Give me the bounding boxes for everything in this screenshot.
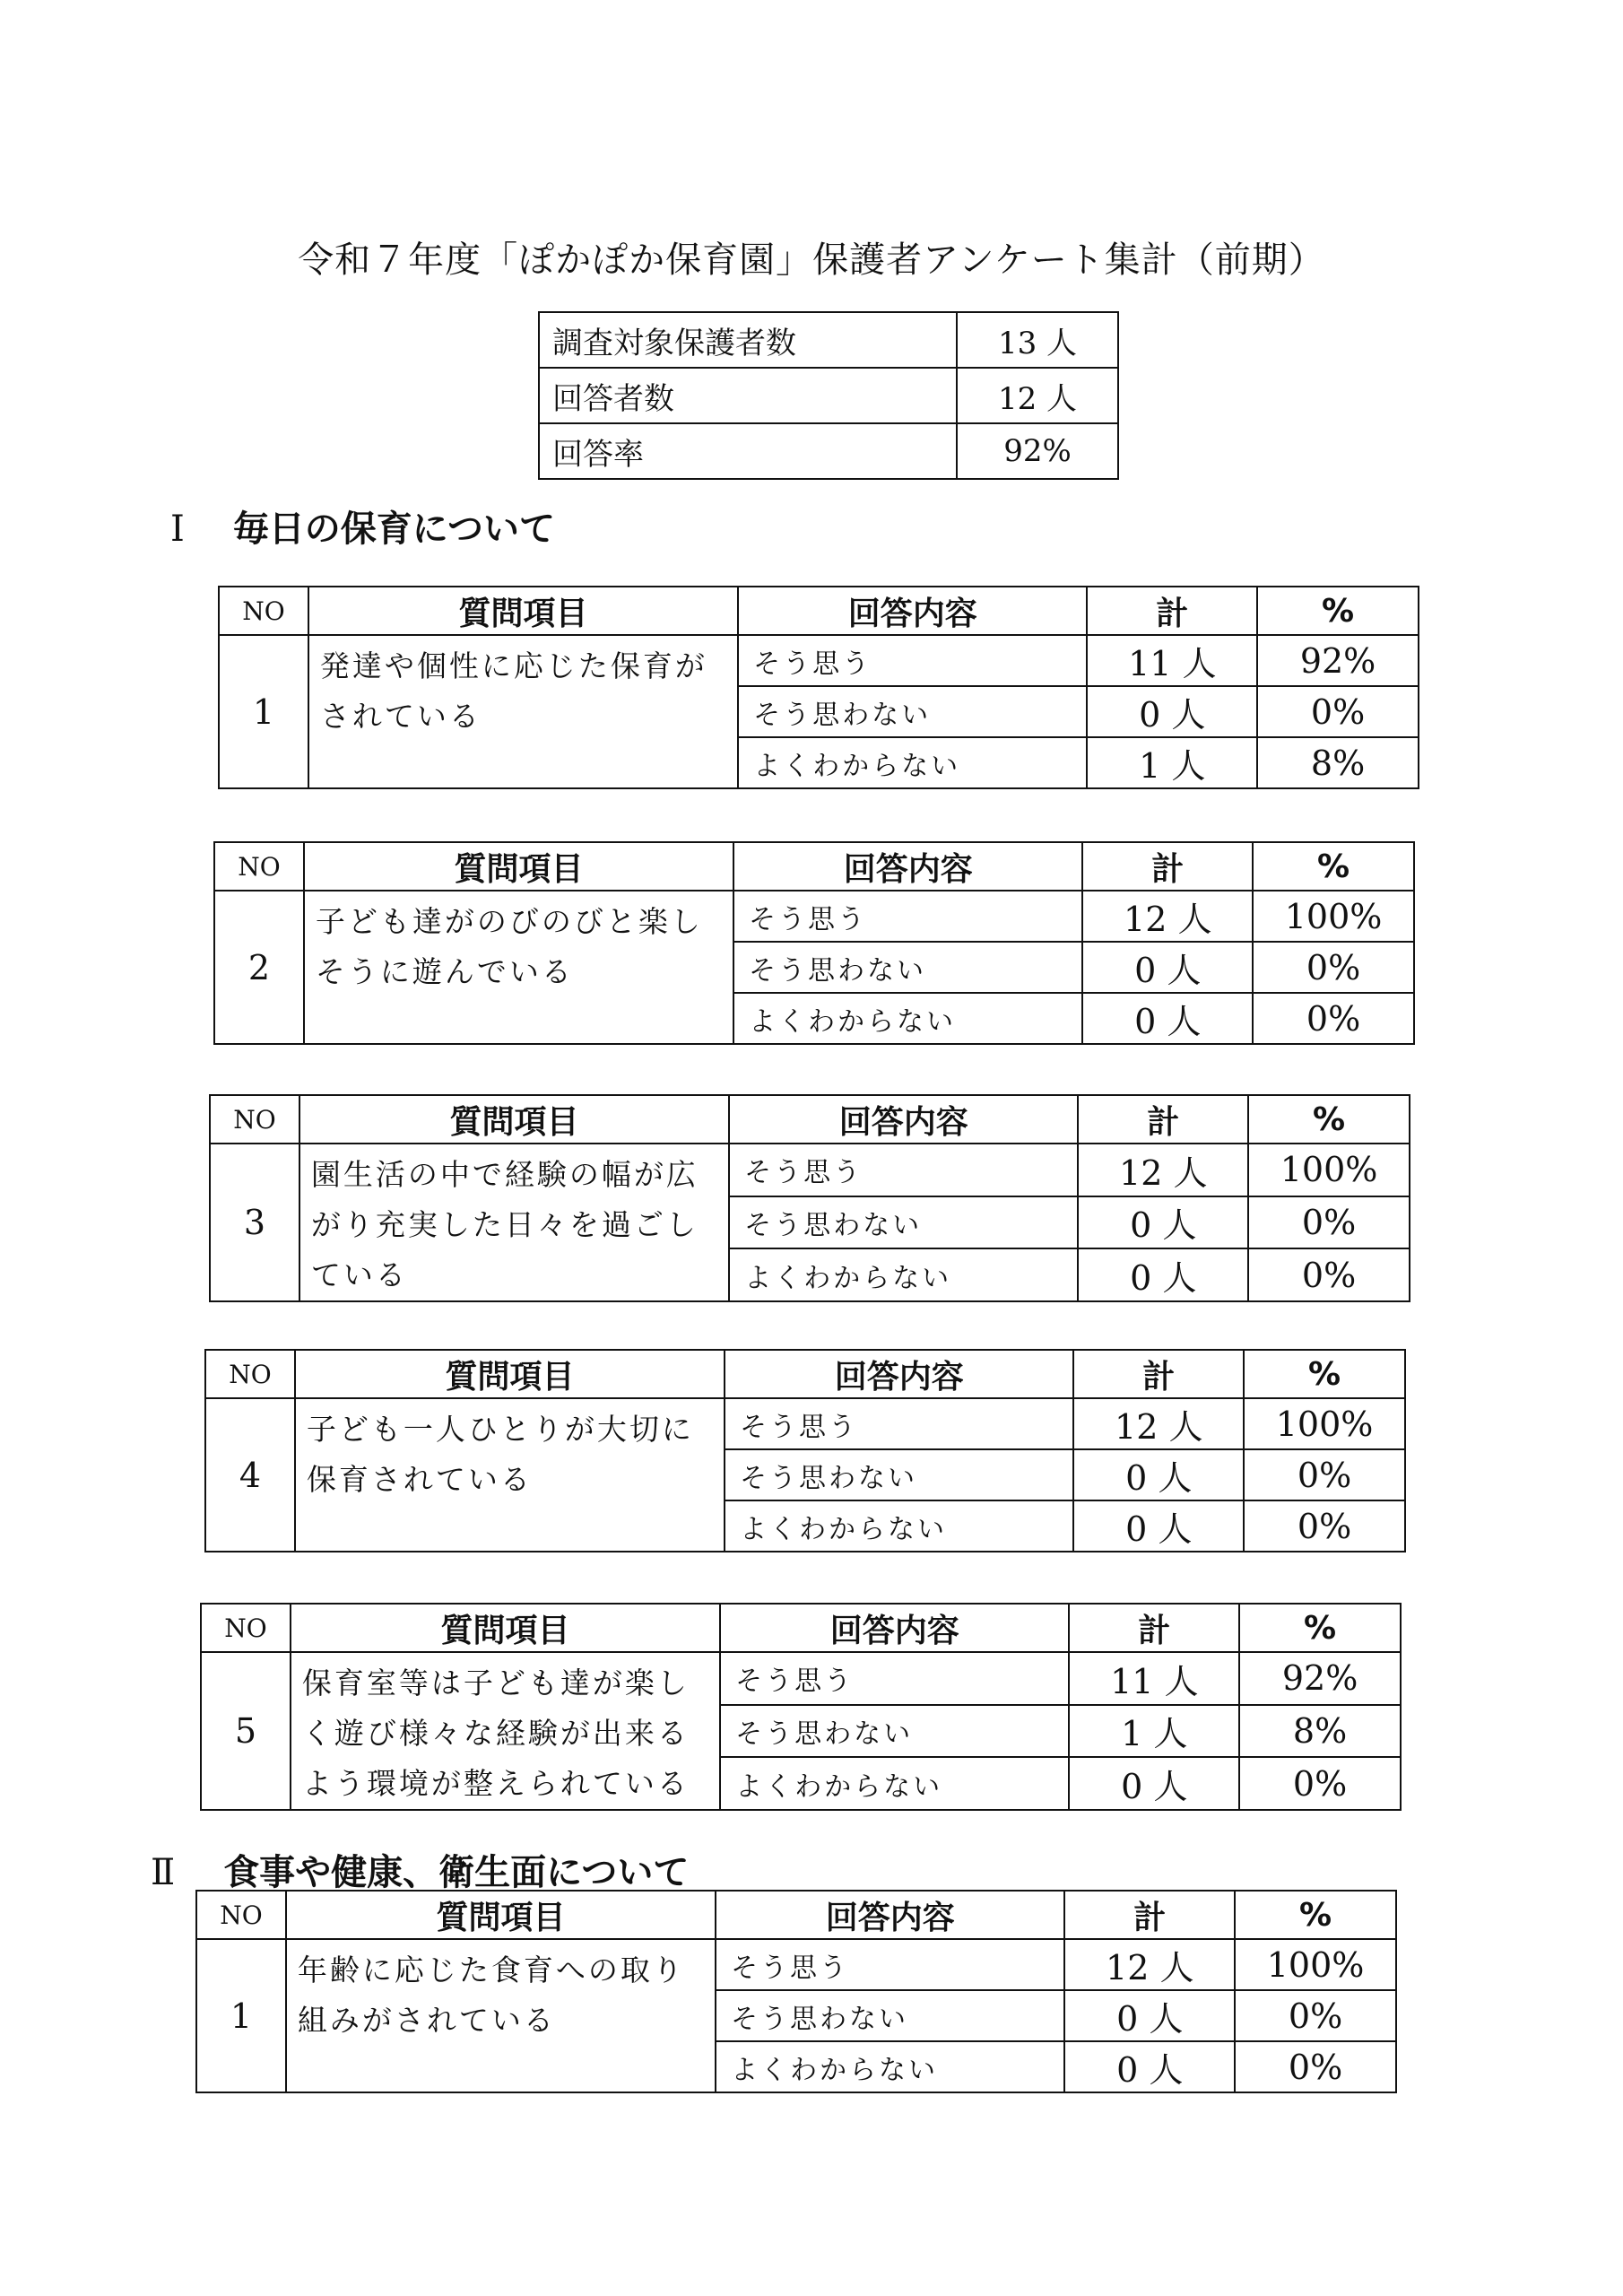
answer-count: 0 人 [1078,1196,1248,1249]
summary-label: 回答率 [539,423,957,479]
header-pct: % [1235,1891,1396,1939]
answer-count: 1 人 [1087,737,1257,788]
answer-percent: 0% [1244,1449,1405,1500]
question-line: 保育室等は子ども達が楽し [301,1665,690,1700]
header-no: NO [201,1604,291,1652]
header-answer: 回答内容 [725,1350,1073,1398]
question-line: されている [319,699,482,734]
header-pct: % [1239,1604,1401,1652]
question-table [218,586,1419,789]
page-title: 令和７年度「ぽかぽか保育園」保護者アンケート集計（前期） [298,239,1325,281]
section-number: Ⅱ [151,1852,176,1893]
summary-label: 調査対象保護者数 [539,312,957,368]
answer-label: そう思わない [733,942,1082,993]
answer-label: そう思わない [729,1196,1078,1249]
header-row [201,1604,1401,1652]
question-text [286,1939,716,2092]
question-number: 1 [196,1939,286,2092]
answer-count: 11 人 [1087,635,1257,686]
header-row [210,1095,1410,1144]
question-line: 園生活の中で経験の幅が広 [310,1157,699,1192]
answer-percent: 8% [1257,737,1419,788]
header-answer: 回答内容 [729,1095,1078,1144]
answer-label: よくわからない [725,1500,1073,1552]
answer-label: そう思わない [716,1990,1064,2041]
answer-percent: 92% [1239,1652,1401,1705]
header-count: 計 [1082,842,1253,891]
question-line: 年齢に応じた食育への取り [297,1952,685,1987]
answer-count: 11 人 [1069,1652,1239,1705]
answer-label: よくわからない [733,993,1082,1044]
answer-row [196,1939,1396,1990]
header-count: 計 [1073,1350,1244,1398]
answer-label: よくわからない [738,737,1087,788]
question-line: よう環境が整えられている [301,1766,690,1801]
question-number: 4 [205,1398,295,1552]
header-item: 質問項目 [304,842,733,891]
answer-label: そう思う [729,1144,1078,1196]
answer-count: 12 人 [1073,1398,1244,1449]
question-table [209,1094,1410,1302]
header-row [205,1350,1405,1398]
answer-count: 12 人 [1082,891,1253,942]
answer-percent: 0% [1248,1196,1410,1249]
answer-label: そう思う [720,1652,1069,1705]
header-count: 計 [1064,1891,1235,1939]
summary-value: 13 人 [957,312,1118,368]
answer-label: そう思わない [725,1449,1073,1500]
answer-row [214,891,1414,942]
answer-label: よくわからない [729,1248,1078,1301]
header-answer: 回答内容 [738,587,1087,635]
answer-count: 0 人 [1069,1757,1239,1810]
question-number: 3 [210,1144,299,1301]
summary-value: 12 人 [957,368,1118,423]
question-table [213,841,1415,1045]
answer-label: よくわからない [720,1757,1069,1810]
answer-label: そう思わない [720,1705,1069,1758]
summary-row [539,368,1118,423]
question-table [200,1603,1402,1811]
header-pct: % [1257,587,1419,635]
summary-table [538,311,1119,480]
header-count: 計 [1087,587,1257,635]
answer-row [205,1398,1405,1449]
section-heading-2 [151,1844,689,1895]
summary-label: 回答者数 [539,368,957,423]
answer-label: そう思う [738,635,1087,686]
answer-percent: 0% [1253,993,1414,1044]
answer-percent: 100% [1253,891,1414,942]
answer-percent: 0% [1253,942,1414,993]
answer-percent: 92% [1257,635,1419,686]
header-item: 質問項目 [299,1095,729,1144]
answer-row [210,1144,1410,1196]
question-number: 2 [214,891,304,1044]
summary-row [539,423,1118,479]
section-number: Ⅰ [170,509,185,550]
header-no: NO [214,842,304,891]
question-line: 発達や個性に応じた保育が [319,648,707,683]
answer-count: 0 人 [1073,1500,1244,1552]
answer-percent: 100% [1248,1144,1410,1196]
answer-label: そう思う [733,891,1082,942]
header-item: 質問項目 [286,1891,716,1939]
answer-label: そう思う [716,1939,1064,1990]
answer-percent: 0% [1248,1248,1410,1301]
question-text [295,1398,725,1552]
header-count: 計 [1078,1095,1248,1144]
header-item: 質問項目 [308,587,738,635]
question-line: く遊び様々な経験が出来る [301,1716,690,1751]
question-line: ている [310,1257,408,1292]
answer-count: 0 人 [1064,1990,1235,2041]
question-line: 子ども達がのびのびと楽し [315,904,703,939]
section-title: 毎日の保育について [232,509,556,550]
summary-row [539,312,1118,368]
question-text [291,1652,720,1810]
answer-count: 12 人 [1078,1144,1248,1196]
header-no: NO [210,1095,299,1144]
summary-value: 92% [957,423,1118,479]
header-row [196,1891,1396,1939]
header-answer: 回答内容 [720,1604,1069,1652]
header-row [219,587,1419,635]
header-item: 質問項目 [291,1604,720,1652]
answer-percent: 0% [1244,1500,1405,1552]
question-number: 5 [201,1652,291,1810]
answer-count: 0 人 [1073,1449,1244,1500]
question-text [308,635,738,788]
answer-count: 0 人 [1082,993,1253,1044]
header-pct: % [1248,1095,1410,1144]
answer-percent: 0% [1239,1757,1401,1810]
header-pct: % [1244,1350,1405,1398]
answer-count: 0 人 [1078,1248,1248,1301]
answer-count: 0 人 [1087,686,1257,737]
answer-percent: 100% [1244,1398,1405,1449]
header-answer: 回答内容 [716,1891,1064,1939]
question-line: 組みがされている [297,2003,556,2038]
header-no: NO [196,1891,286,1939]
header-answer: 回答内容 [733,842,1082,891]
header-item: 質問項目 [295,1350,725,1398]
question-text [304,891,733,1044]
answer-percent: 8% [1239,1705,1401,1758]
answer-percent: 0% [1235,1990,1396,2041]
section-title: 食事や健康、衛生面について [223,1852,690,1893]
answer-label: そう思わない [738,686,1087,737]
header-no: NO [219,587,308,635]
answer-count: 12 人 [1064,1939,1235,1990]
question-line: そうに遊んでいる [315,954,574,989]
answer-label: よくわからない [716,2041,1064,2092]
header-row [214,842,1414,891]
section-heading-1 [170,500,555,552]
question-number: 1 [219,635,308,788]
header-pct: % [1253,842,1414,891]
question-table [204,1349,1406,1552]
answer-count: 0 人 [1064,2041,1235,2092]
question-line: 保育されている [306,1462,533,1497]
answer-percent: 0% [1257,686,1419,737]
answer-count: 0 人 [1082,942,1253,993]
question-text [299,1144,729,1301]
answer-row [201,1652,1401,1705]
answer-row [219,635,1419,686]
header-no: NO [205,1350,295,1398]
question-line: 子ども一人ひとりが大切に [306,1412,694,1447]
answer-percent: 100% [1235,1939,1396,1990]
answer-percent: 0% [1235,2041,1396,2092]
question-line: がり充実した日々を過ごし [310,1207,699,1242]
answer-count: 1 人 [1069,1705,1239,1758]
answer-label: そう思う [725,1398,1073,1449]
question-table [195,1890,1397,2093]
header-count: 計 [1069,1604,1239,1652]
